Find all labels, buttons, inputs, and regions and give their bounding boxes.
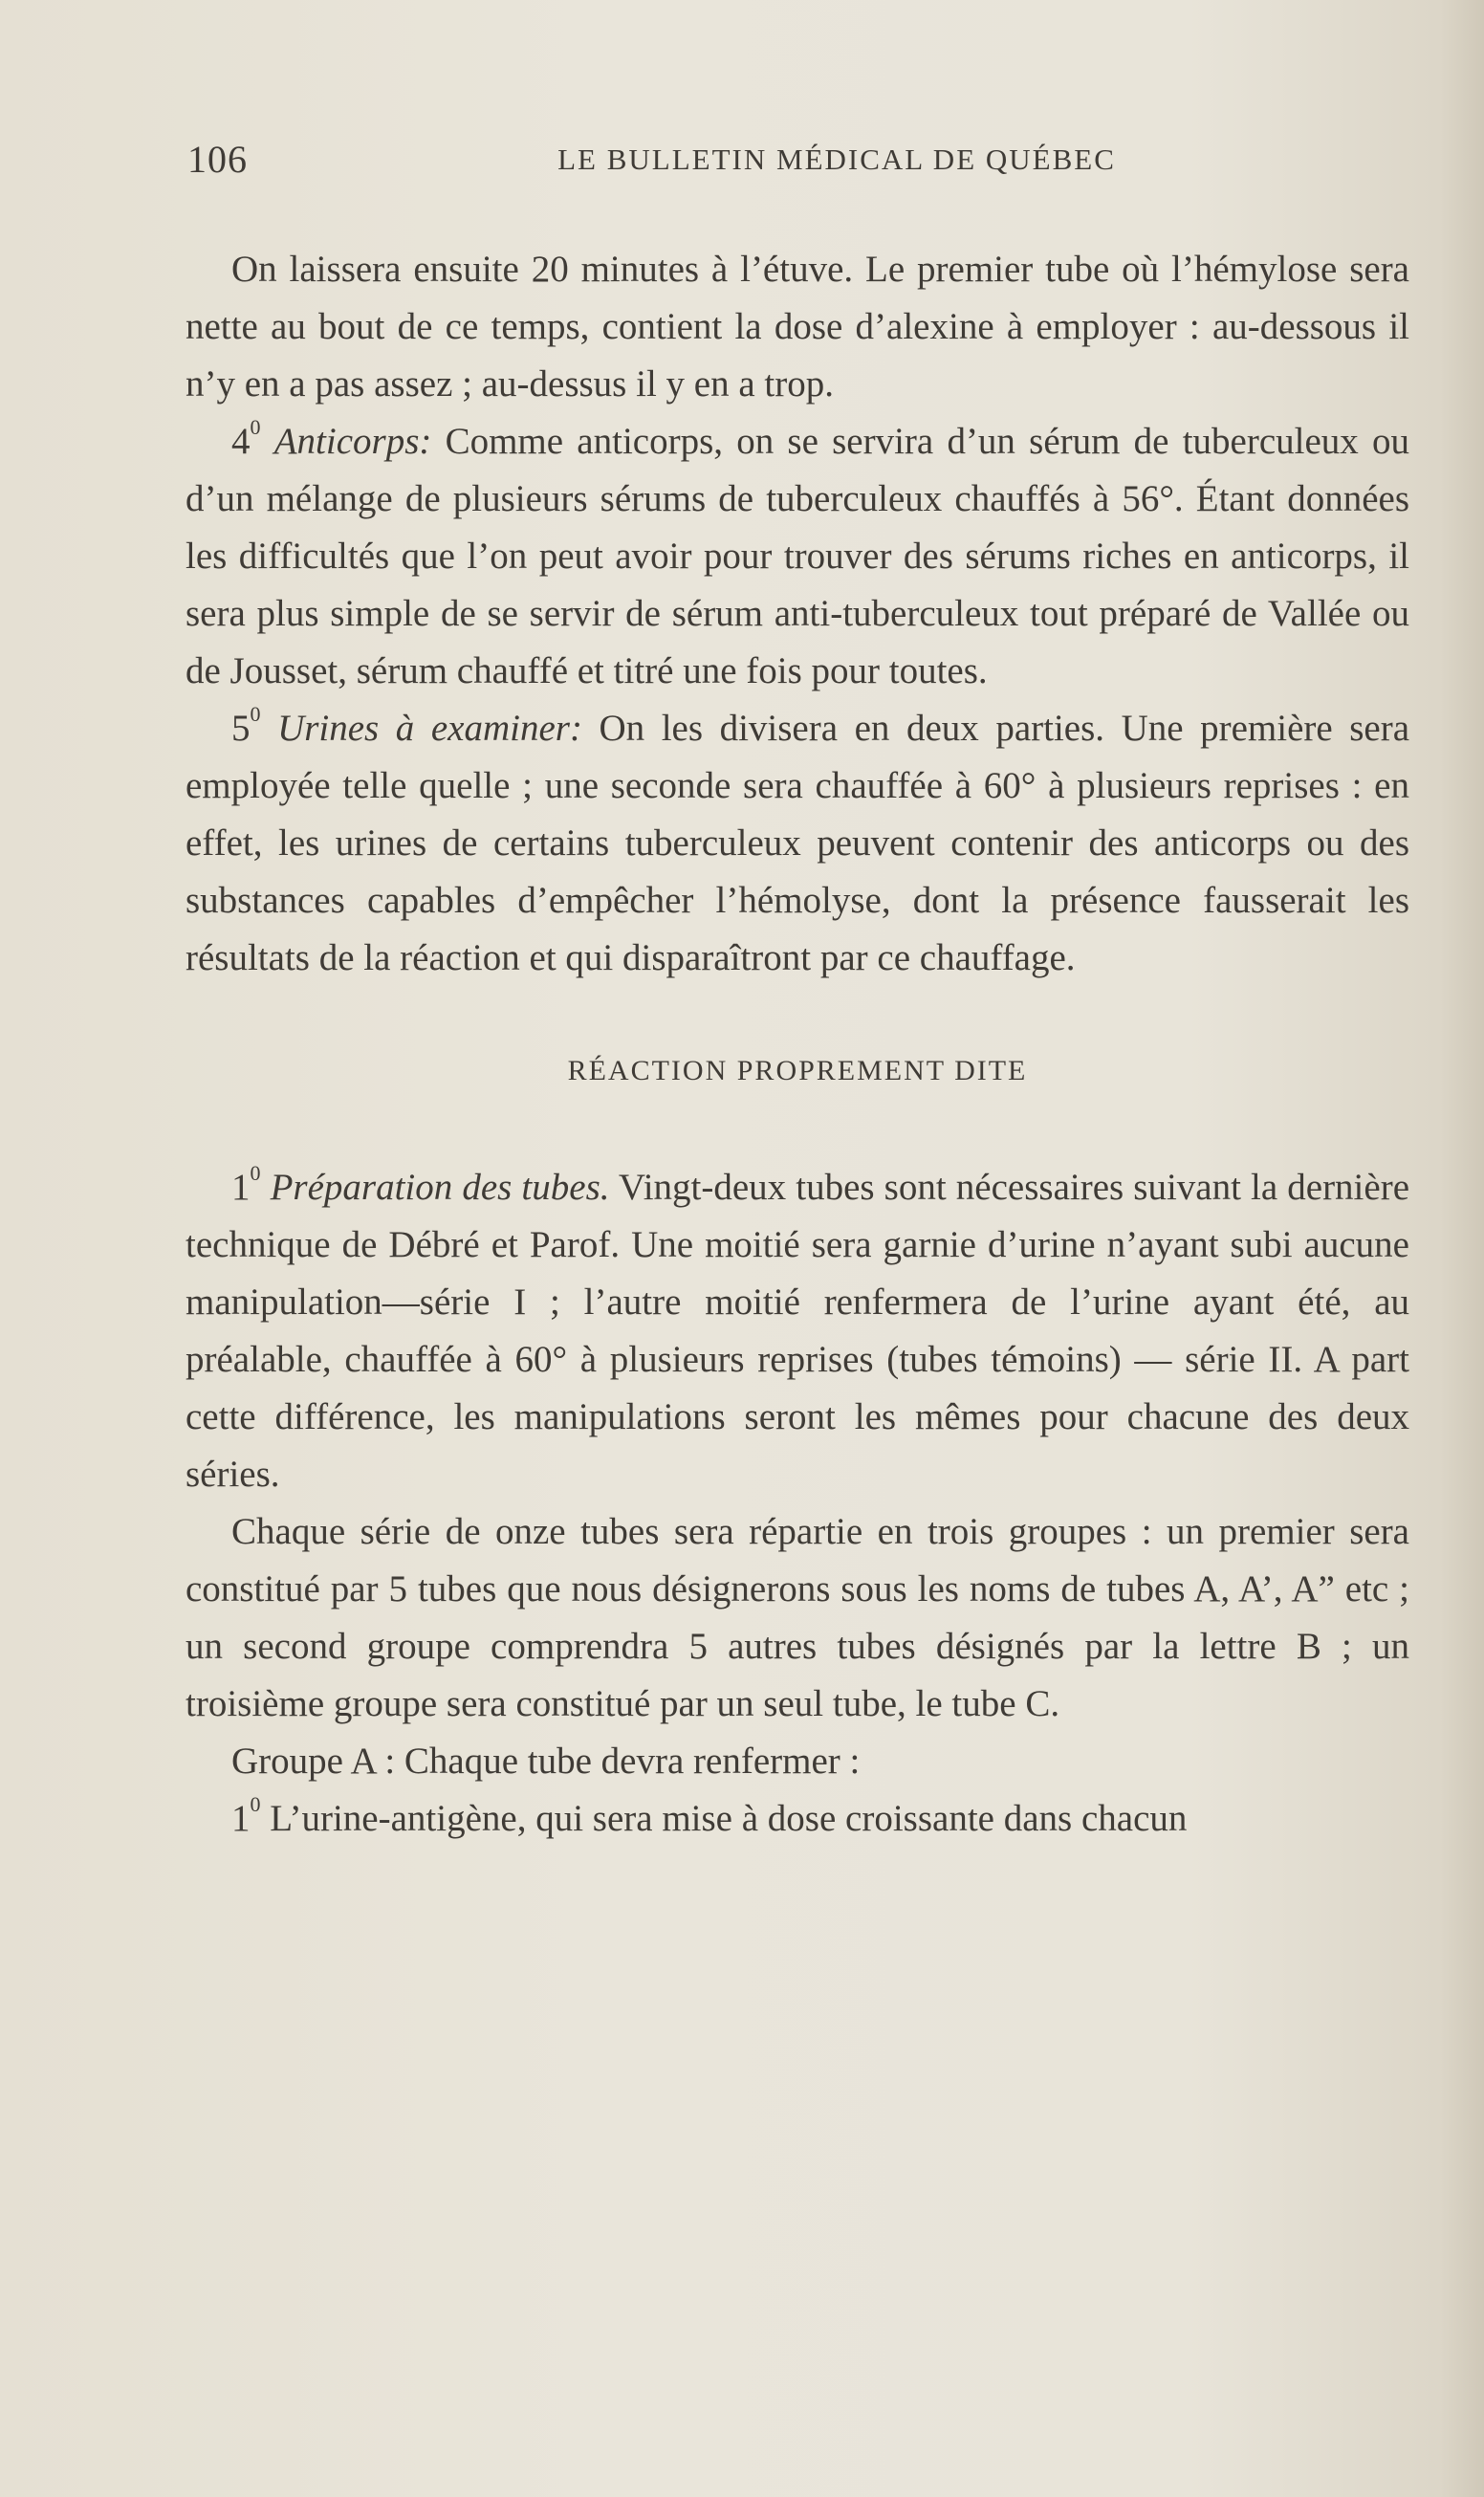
ordinal-mark: 0 bbox=[250, 415, 261, 439]
item-title: Urines à examiner: bbox=[277, 708, 582, 749]
ordinal-mark: 0 bbox=[250, 1161, 261, 1185]
paragraph-preparation bbox=[186, 1159, 1409, 1503]
paragraph: Chaque série de onze tubes sera répartie en trois groupes : un premier sera constitué par 5 tubes que nous désignerons sous les noms de tubes A, A’, A” etc ; un second groupe comprendra 5 autres tubes désignés par la lettre B ; un troisième groupe sera constitué par un seul tube, le tube C. bbox=[186, 1511, 1409, 1724]
item-number: 1 bbox=[231, 1167, 251, 1208]
body-text bbox=[186, 241, 1409, 1848]
item-text: On les divisera en deux parties. Une première sera employée telle quelle ; une seconde sera chauffée à 60° à plusieurs reprises : en effet, les urines de certains tuberculeux peuvent contenir des anticorps ou des substances capables d’empêcher l’hémolyse, dont la présence fausserait les résultats de la réaction et qui disparaîtront par ce chauffage. bbox=[186, 708, 1410, 978]
item-text: L’urine-antigène, qui sera mise à dose croissante dans chacun bbox=[260, 1798, 1188, 1839]
item-number: 5 bbox=[231, 708, 251, 749]
item-text: Vingt-deux tubes sont nécessaires suivant la dernière technique de Débré et Parof. Une moitié sera garnie d’urine n’ayant subi aucune manipulation—série I ; l’autre moitié renfermera de l’urine ayant été, au préalable, chauffée à 60° à plusieurs reprises (tubes témoins) — série II. A part cette différence, les manipulations seront les mêmes pour chacune des deux séries. bbox=[186, 1167, 1410, 1495]
paragraph-anticorps bbox=[186, 413, 1409, 700]
item-text: Comme anticorps, on se servira d’un sérum de tuberculeux ou d’un mélange de plusieurs sérums de tuberculeux chauffés à 56°. Étant données les difficultés que l’on peut avoir pour trouver des sérums riches en anticorps, il sera plus simple de se servir de sérum anti-tuberculeux tout préparé de Vallée ou de Jousset, sérum chauffé et titré une fois pour toutes. bbox=[186, 421, 1409, 691]
ordinal-mark: 0 bbox=[250, 702, 261, 726]
item-title: Anticorps: bbox=[273, 421, 432, 462]
running-head: LE BULLETIN MÉDICAL DE QUÉBEC bbox=[557, 142, 1116, 176]
item-number: 1 bbox=[231, 1798, 251, 1839]
paragraph-urine-antigene bbox=[186, 1790, 1409, 1848]
page-header bbox=[187, 137, 1409, 185]
section-heading: RÉACTION PROPREMENT DITE bbox=[567, 1055, 1028, 1086]
item-number: 4 bbox=[231, 421, 251, 462]
ordinal-mark: 0 bbox=[250, 1792, 261, 1816]
page-number: 106 bbox=[187, 138, 248, 181]
paragraph: On laissera ensuite 20 minutes à l’étuve. Le premier tube où l’hémylose sera nette au bout de ce temps, contient la dose d’alexine à employer : au-dessous il n’y en a pas assez ; au-dessus il y en a trop. bbox=[186, 249, 1409, 405]
paragraph-urines bbox=[186, 700, 1409, 987]
item-title: Préparation des tubes. bbox=[270, 1167, 610, 1208]
paragraph: Groupe A : Chaque tube devra renfermer : bbox=[231, 1741, 861, 1782]
